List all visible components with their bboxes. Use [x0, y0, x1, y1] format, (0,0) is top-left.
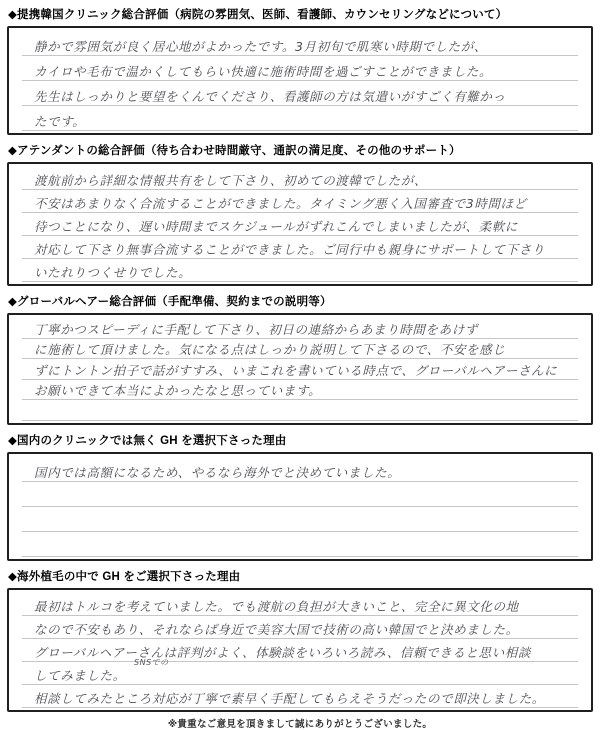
answer-line — [22, 359, 578, 380]
handwritten-text: してみました。 — [34, 667, 126, 683]
answer-line — [22, 106, 578, 131]
handwritten-text: カイロや毛布で温かくしてもらい快適に施術時間を過ごすことができました。 — [34, 64, 493, 79]
section — [7, 570, 593, 712]
footer-note: ※貴重なご意見を頂きまして誠にありがとうございました。 — [167, 718, 433, 730]
answer-line — [22, 593, 578, 616]
answer-line — [22, 213, 578, 236]
handwritten-text: 待つことになり、遅い時間までスケジュールがずれこんでしまいましたが、柔軟に — [34, 219, 518, 234]
handwritten-text: 対応して下さり無事合流することができました。ご同行中も親身にサポートして下さり — [34, 242, 545, 257]
section — [7, 8, 593, 135]
sections — [0, 8, 600, 712]
handwritten-text: 渡航前から詳細な情報共有をして下さり、初めての渡韓でしたが、 — [34, 173, 428, 188]
handwritten-text: に施術して頂けました。気になる点はしっかり説明して下さるので、不安を感じ — [34, 342, 506, 357]
answer-line — [22, 482, 578, 507]
answer-line — [22, 81, 578, 106]
handwritten-text: なので不安もあり、それならば身近で美容大国で技術の高い韓国でと決めました。 — [34, 621, 519, 637]
section-heading: ◆海外植毛の中で GH をご選択下さった理由 — [8, 570, 241, 583]
answer-line — [22, 190, 578, 213]
handwritten-text: 国内では高額になるため、やるなら海外でと決めていました。 — [34, 464, 401, 480]
handwritten-text: いたれりつくせりでした。 — [34, 265, 192, 280]
answer-line — [22, 167, 578, 190]
handwritten-text: 相談してみたところ対応が丁寧で素早く手配してもらえそうだったので即決しました。 — [34, 690, 545, 706]
answer-line — [22, 259, 578, 282]
answer-line — [22, 685, 578, 708]
answer-box — [7, 588, 593, 712]
section-heading: ◆国内のクリニックでは無く GH を選択下さった理由 — [8, 434, 287, 447]
handwritten-text: お願いできて本当によかったなと思っています。 — [34, 383, 322, 398]
section-heading: ◆アテンダントの総合評価（待ち合わせ時間厳守、通訳の満足度、その他のサポート） — [8, 145, 461, 157]
answer-line — [22, 507, 578, 532]
answer-line — [22, 400, 578, 421]
handwritten-text: 先生はしっかりと要望をくんでくださり、看護師の方は気遣いがすごく有難かっ — [34, 89, 506, 104]
answer-line — [22, 236, 578, 259]
answer-box — [7, 162, 593, 286]
section — [7, 434, 593, 561]
handwritten-text: 最初はトルコを考えていました。でも渡航の負担が大きいこと、完全に異文化の地 — [34, 598, 519, 614]
inline-annotation: SNSでの — [134, 657, 169, 667]
answer-line — [22, 639, 578, 662]
answer-line — [22, 616, 578, 639]
answer-line — [22, 380, 578, 401]
answer-line — [22, 56, 578, 81]
section — [7, 295, 593, 425]
section-heading: ◆提携韓国クリニック総合評価（病院の雰囲気、医師、看護師、カウンセリングなどについて） — [8, 9, 508, 21]
answer-box — [7, 313, 593, 425]
section — [7, 144, 593, 286]
answer-line — [22, 457, 578, 482]
answer-box — [7, 26, 593, 135]
handwritten-text: 不安はあまりなく合流することができました。タイミング悪く入国審査で3時間ほど — [34, 196, 527, 211]
handwritten-text: ずにトントン拍子で話がすすみ、いまこれを書いている時点で、グローバルヘアーさんに — [34, 362, 558, 378]
answer-line — [22, 657, 578, 685]
answer-line — [22, 31, 578, 56]
section-heading: ◆グローバルヘアー総合評価（手配準備、契約までの説明等） — [8, 296, 332, 308]
handwritten-text: たです。 — [34, 114, 86, 129]
handwritten-text: 静かで雰囲気が良く居心地がよかったです。3月初旬で肌寒い時期でしたが、 — [34, 39, 487, 54]
handwritten-text: グローバルヘアーさんは評判がよく、体験談をいろいろ読み、信頼できると思い相談 — [34, 644, 531, 660]
answer-box — [7, 452, 593, 561]
handwritten-text: 丁寧かつスピーディに手配して下さり、初日の連絡からあまり時間をあけず — [34, 321, 478, 337]
answer-line — [22, 318, 578, 339]
answer-line — [22, 339, 578, 360]
answer-line — [22, 532, 578, 557]
